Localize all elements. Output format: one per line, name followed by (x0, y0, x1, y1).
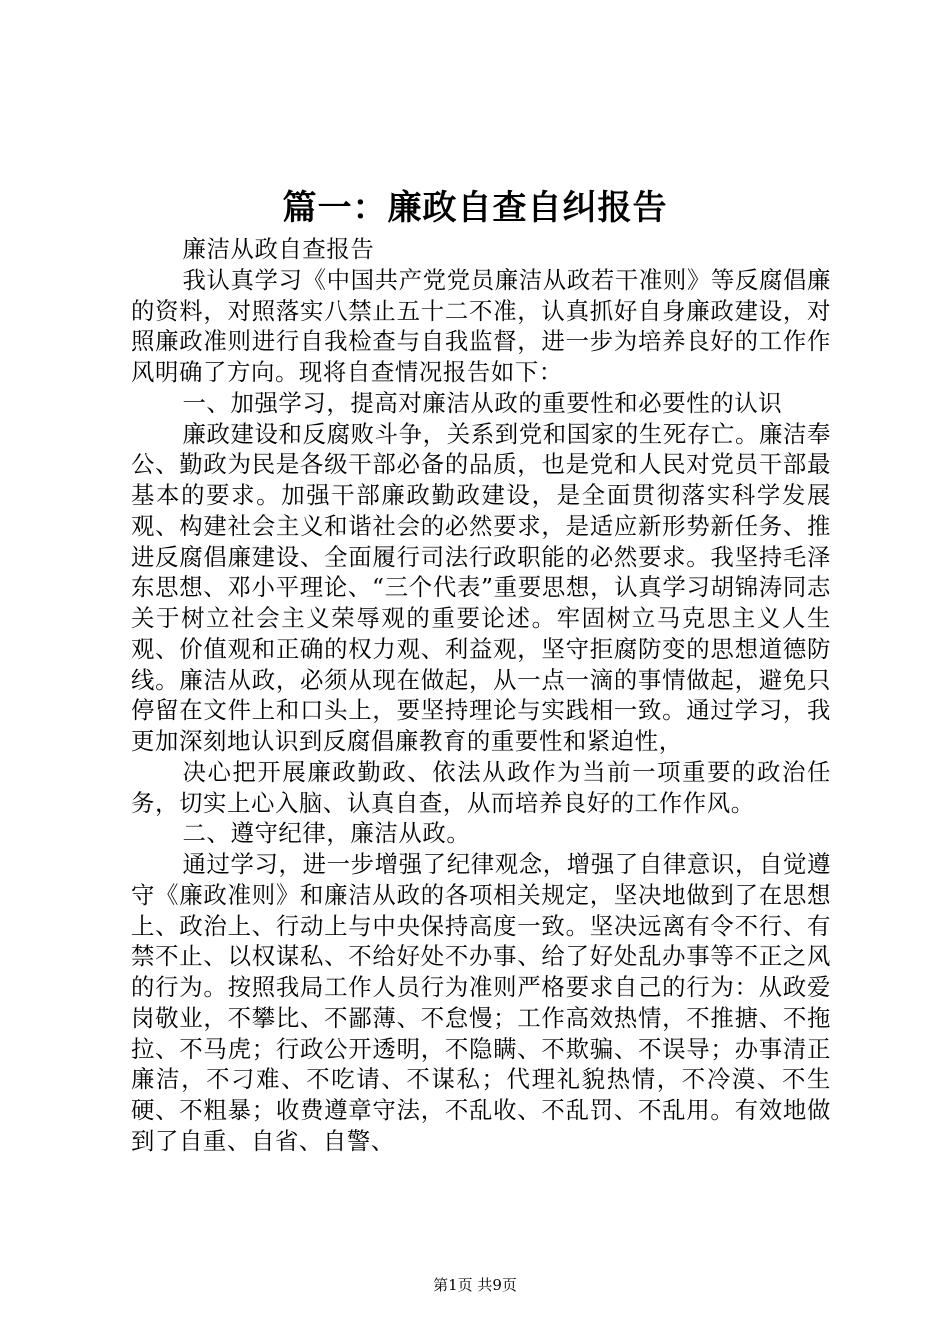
section-heading-2: 二、遵守纪律，廉洁从政。 (182, 819, 471, 848)
document-title: 篇一：廉政自查自纠报告 (282, 188, 668, 228)
section-heading-1: 一、加强学习，提高对廉洁从政的重要性和必要性的认识 (182, 388, 783, 417)
intro-paragraph: 我认真学习《中国共产党党员廉洁从政若干准则》等反腐倡廉的资料，对照落实八禁止五十二不准，认真抓好自身廉政建设，对照廉政准则进行自我检查与自我监督，进一步为培养良好的工作作风明确了方向。现将自查情况报告如下： (131, 265, 831, 386)
document-body (131, 234, 831, 1157)
section-1-paragraph: 廉政建设和反腐败斗争，关系到党和国家的生死存亡。廉洁奉公、勤政为民是各级干部必备的品质，也是党和人民对党员干部最基本的要求。加强干部廉政勤政建设，是全面贯彻落实科学发展观、构建社会主义和谐社会的必然要求，是适应新形势新任务、推进反腐倡廉建设、全面履行司法行政职能的必然要求。我坚持毛泽东思想、邓小平理论、“三个代表”重要思想，认真学习胡锦涛同志关于树立社会主义荣辱观的重要论述。牢固树立马克思主义人生观、价值观和正确的权力观、利益观，坚守拒腐防变的思想道德防线。廉洁从政，必须从现在做起，从一点一滴的事情做起，避免只停留在文件上和口头上，要坚持理论与实践相一致。通过学习，我更加深刻地认识到反腐倡廉教育的重要性和紧迫性， (131, 419, 831, 755)
section-1-conclusion-paragraph: 决心把开展廉政勤政、依法从政作为当前一项重要的政治任务，切实上心入脑、认真自查，从而培养良好的工作作风。 (131, 757, 831, 817)
page-number-footer: 第1页 共9页 (433, 1276, 517, 1294)
section-2-paragraph: 通过学习，进一步增强了纪律观念，增强了自律意识，自觉遵守《廉政准则》和廉洁从政的各项相关规定，坚决地做到了在思想上、政治上、行动上与中央保持高度一致。坚决远离有令不行、有禁不止、以权谋私、不给好处不办事、给了好处乱办事等不正之风的行为。按照我局工作人员行为准则严格要求自己的行为：从政爱岗敬业，不攀比、不鄙薄、不怠慢；工作高效热情，不推搪、不拖拉、不马虎；行政公开透明，不隐瞒、不欺骗、不误导；办事清正廉洁，不刁难、不吃请、不谋私；代理礼貌热情，不冷漠、不生硬、不粗暴；收费遵章守法，不乱收、不乱罚、不乱用。有效地做到了自重、自省、自警、 (131, 850, 831, 1155)
report-subtitle: 廉洁从政自查报告 (182, 235, 375, 263)
